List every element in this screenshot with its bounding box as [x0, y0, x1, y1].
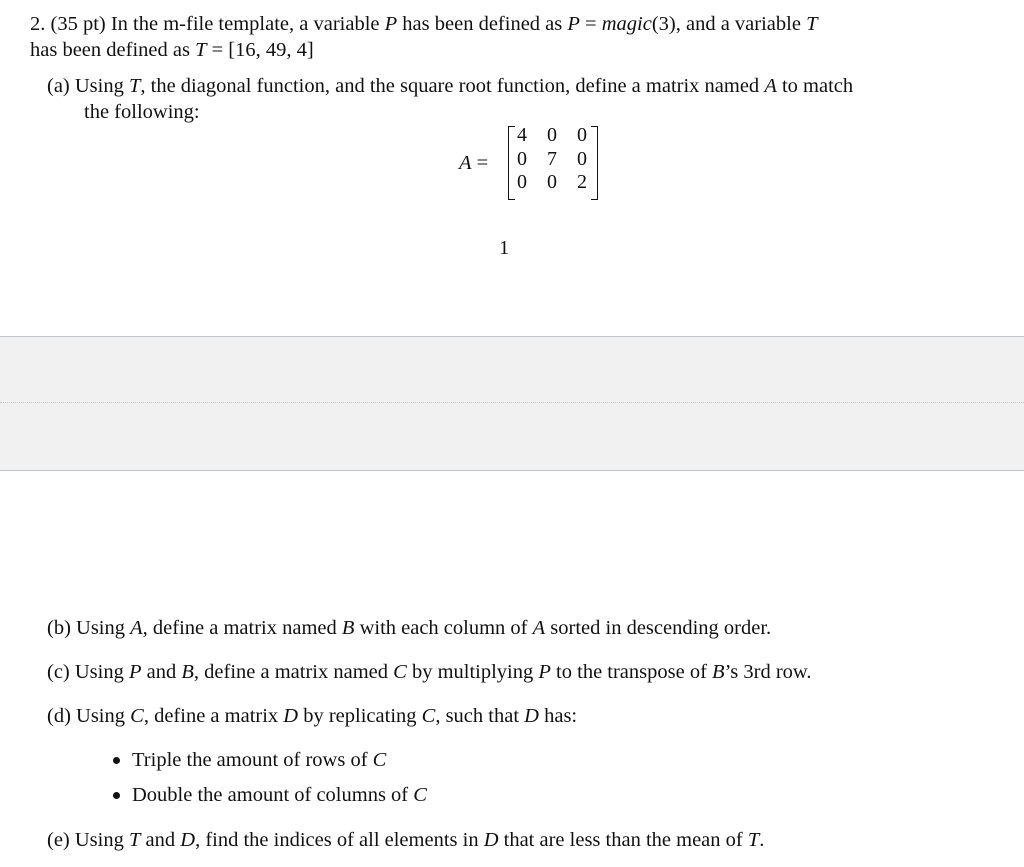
math-variable: D — [524, 705, 539, 727]
right-bracket — [591, 126, 598, 200]
math-variable: C — [372, 749, 387, 771]
text-segment: to match — [776, 75, 854, 97]
math-variable: magic — [601, 13, 652, 35]
math-variable: P — [384, 13, 398, 35]
text-segment: (3), and a variable — [651, 13, 807, 35]
math-variable: P — [128, 661, 142, 683]
question-line-2 — [30, 38, 314, 62]
text-segment: has been defined as — [30, 39, 196, 61]
text-segment: 2. (35 pt) In the m-file template, a variable — [30, 13, 385, 35]
part-b — [47, 616, 771, 640]
text-segment: , find the indices of all elements in — [195, 829, 484, 851]
math-variable: B — [341, 617, 355, 639]
math-variable: T — [747, 829, 760, 851]
text-segment: and — [141, 661, 182, 683]
math-variable: T — [128, 75, 141, 97]
math-variable: C — [130, 705, 144, 727]
matrix-cell: 0 — [547, 171, 557, 193]
math-variable: P — [538, 661, 551, 683]
question-line-1 — [30, 12, 817, 36]
divider — [0, 402, 1024, 403]
math-variable: C — [421, 705, 436, 727]
text-segment: ’s 3rd row. — [724, 661, 812, 683]
text-segment: , define a matrix named — [193, 661, 394, 683]
text-segment: by multiplying — [406, 661, 539, 683]
matrix-label — [459, 151, 488, 175]
text-segment: , such that — [435, 705, 525, 727]
answer-area — [0, 336, 1024, 471]
math-variable: D — [180, 829, 196, 851]
math-variable: C — [413, 784, 427, 806]
matrix-cell: 4 — [517, 124, 527, 146]
matrix-cell: 0 — [577, 124, 587, 146]
math-variable: A — [764, 75, 777, 97]
text-segment: with each column of — [354, 617, 533, 639]
text-segment: has been defined as — [397, 13, 568, 35]
matrix-cell: 7 — [547, 147, 557, 170]
text-segment: that are less than the mean of — [498, 829, 748, 851]
math-variable: T — [806, 13, 818, 35]
math-variable: B — [712, 661, 725, 683]
matrix-cell: 0 — [547, 124, 557, 146]
math-variable: P — [567, 13, 580, 35]
text-segment: . — [759, 829, 765, 851]
part-d — [47, 704, 577, 728]
text-segment: to the transpose of — [550, 661, 713, 683]
bullet-2 — [132, 783, 427, 807]
bullet-icon — [113, 757, 120, 764]
matrix-cell: 2 — [577, 171, 587, 193]
text-segment: (c) Using — [47, 661, 129, 683]
text-segment: the following: — [84, 101, 200, 123]
math-variable: T — [128, 829, 141, 851]
text-segment: has: — [538, 705, 578, 727]
text-segment: = — [579, 13, 602, 35]
text-segment: (b) Using — [47, 617, 131, 639]
text-segment: sorted in descending order. — [545, 617, 772, 639]
math-variable: A — [459, 152, 472, 174]
math-variable: A — [532, 617, 546, 639]
matrix-cell: 0 — [517, 147, 527, 170]
text-segment: (d) Using — [47, 705, 131, 727]
text-segment: Triple the amount of rows of — [132, 749, 373, 771]
text-segment: Double the amount of columns of — [132, 784, 414, 806]
bullet-icon — [113, 792, 120, 799]
math-variable: A — [130, 617, 143, 639]
part-e — [47, 828, 764, 852]
part-a-line-2 — [84, 100, 200, 124]
matrix-cell: 0 — [517, 171, 527, 193]
bullet-1 — [132, 748, 386, 772]
part-c — [47, 660, 812, 684]
math-variable: T — [195, 39, 207, 61]
text-segment: , define a matrix named — [142, 617, 342, 639]
text-segment: , define a matrix — [143, 705, 284, 727]
text-segment: , the diagonal function, and the square root function, define a matrix named — [140, 75, 765, 97]
math-variable: D — [283, 705, 299, 727]
matrix-cell: 0 — [577, 147, 587, 170]
part-a-line-1 — [47, 74, 853, 98]
text-segment: by replicating — [298, 705, 422, 727]
math-variable: B — [181, 661, 194, 683]
text-segment: and — [140, 829, 181, 851]
text-segment: = — [471, 152, 489, 174]
text-segment: (e) Using — [47, 829, 129, 851]
text-segment: (a) Using — [47, 75, 129, 97]
math-variable: C — [393, 661, 407, 683]
math-variable: D — [483, 829, 499, 851]
matrix-a — [508, 126, 598, 200]
text-segment: = [16, 49, 4] — [206, 39, 314, 61]
equation-number: 1 — [499, 237, 510, 259]
